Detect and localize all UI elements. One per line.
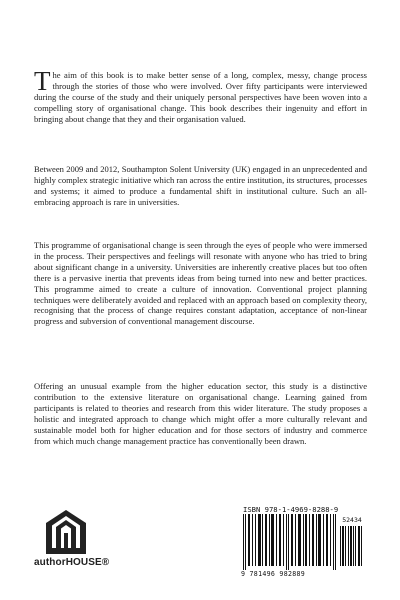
ean13-barcode-bars	[243, 514, 339, 572]
publisher-logo	[34, 508, 114, 578]
blurb-paragraph-3: This programme of organisational change is seen through the eyes of people who were immersed in the process. Their perspectives and feelings will resonate with anyone who has tried to bring about significant change in a university. Universities are inherently creative places but too often there is a pervasive inertia that prevents ideas from being turned into new and better practices. This programme aimed to create a culture of innovation. Conventional project planning techniques were deliberately avoided and replaced with an approach based on complexity theory, recognising that the process of change requires constant adaptation, acceptance of non-linear progress and subversion of conventional management discourse.	[34, 240, 367, 327]
blurb-paragraph-2: Between 2009 and 2012, Southampton Solent University (UK) engaged in an unprecedented and highly complex strategic initiative which ran across the entire institution, its structures, processes and systems; it aimed to produce a fundamental shift in institutional culture. Such an all-embracing approach is rare in universities.	[34, 164, 367, 207]
publisher-name: authorHOUSE®	[34, 557, 110, 568]
authorhouse-logo-icon	[42, 508, 90, 556]
isbn-label: ISBN 978-1-4969-8288-9	[243, 505, 339, 514]
blurb-paragraph-1: The aim of this book is to make better sense of a long, complex, messy, change process through the stories of those who were involved. Over fifty participants were interviewed during the course of the study and their uniquely personal perspectives have been woven into a compelling story of organisational change. This book describes their ingenuity and effort in bringing about change that they and their organisation valued.	[34, 66, 367, 124]
blurb-paragraph-4: Offering an unusual example from the higher education sector, this study is a distinctive contribution to the extensive literature on organisational change. Learning gained from participants is related to theories and research from this wider literature. The study proposes a holistic and integrated approach to change which might offer a more culturally relevant and sustainable model both for higher education and for those sectors of industry and commerce from which much change management practice has conventionally been drawn.	[34, 381, 367, 446]
isbn-barcode	[241, 503, 367, 583]
price-addon-digits: 52434	[342, 516, 362, 524]
ean-digits: 9 781496 982889	[241, 570, 306, 578]
ean5-addon-bars	[340, 526, 364, 568]
